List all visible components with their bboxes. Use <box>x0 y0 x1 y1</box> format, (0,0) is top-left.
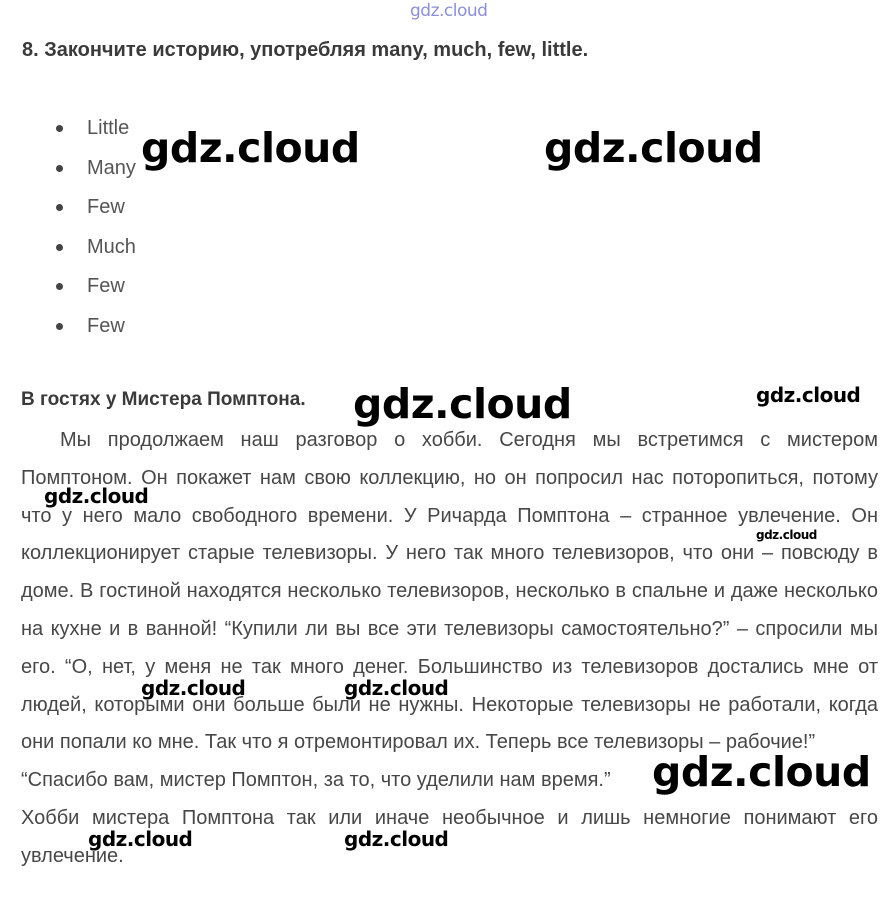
story-paragraph: Хобби мистера Помптона так или иначе необычное и лишь немногие понимают его увлечение. <box>21 806 878 867</box>
watermark: gdz.cloud <box>141 676 246 700</box>
answer-list <box>0 112 136 349</box>
answer-item: Many <box>0 152 136 192</box>
answer-item: Few <box>0 270 136 310</box>
story-text <box>21 422 878 876</box>
story-paragraph: “Спасибо вам, мистер Помптон, за то, что уделили нам время.” <box>21 769 611 792</box>
watermark: gdz.cloud <box>44 484 149 508</box>
watermark: gdz.cloud <box>344 676 449 700</box>
watermark: gdz.cloud <box>756 383 861 407</box>
watermark: gdz.cloud <box>353 380 572 428</box>
watermark: gdz.cloud <box>344 827 449 851</box>
answer-item: Much <box>0 231 136 271</box>
answer-item: Few <box>0 310 136 350</box>
watermark: gdz.cloud <box>141 124 360 172</box>
answer-item: Little <box>0 112 136 152</box>
watermark: gdz.cloud <box>756 528 817 542</box>
story-title: В гостях у Мистера Помптона. <box>21 389 306 410</box>
watermark: gdz.cloud <box>544 124 763 172</box>
watermark: gdz.cloud <box>652 748 871 796</box>
header-site-watermark: gdz.cloud <box>410 1 488 21</box>
story-paragraph: Мы продолжаем наш разговор о хобби. Сегодня мы встретимся с мистером Помптоном. Он покажет нам свою коллекцию, но он попросил нас поторопиться, потому что у него мало свободного времени. У Ричарда Помптона – странное увлечение. Он коллекционирует старые телевизоры. У него так много телевизоров, что они – повсюду в доме. В гостиной находятся несколько телевизоров, несколько в спальне и даже несколько на кухне и в ванной! “Купили ли вы все эти телевизоры самостоятельно?” – спросили мы его. “О, нет, у меня не так много денег. Большинство из телевизоров достались мне от людей, которыми они больше были не нужны. Некоторые телевизоры не работали, когда они попали ко мне. Так что я отремонтировал их. Теперь все телевизоры – рабочие!” <box>21 429 878 754</box>
answer-item: Few <box>0 191 136 231</box>
task-title: 8. Закончите историю, употребляя many, much, few, little. <box>22 39 589 61</box>
watermark: gdz.cloud <box>88 827 193 851</box>
